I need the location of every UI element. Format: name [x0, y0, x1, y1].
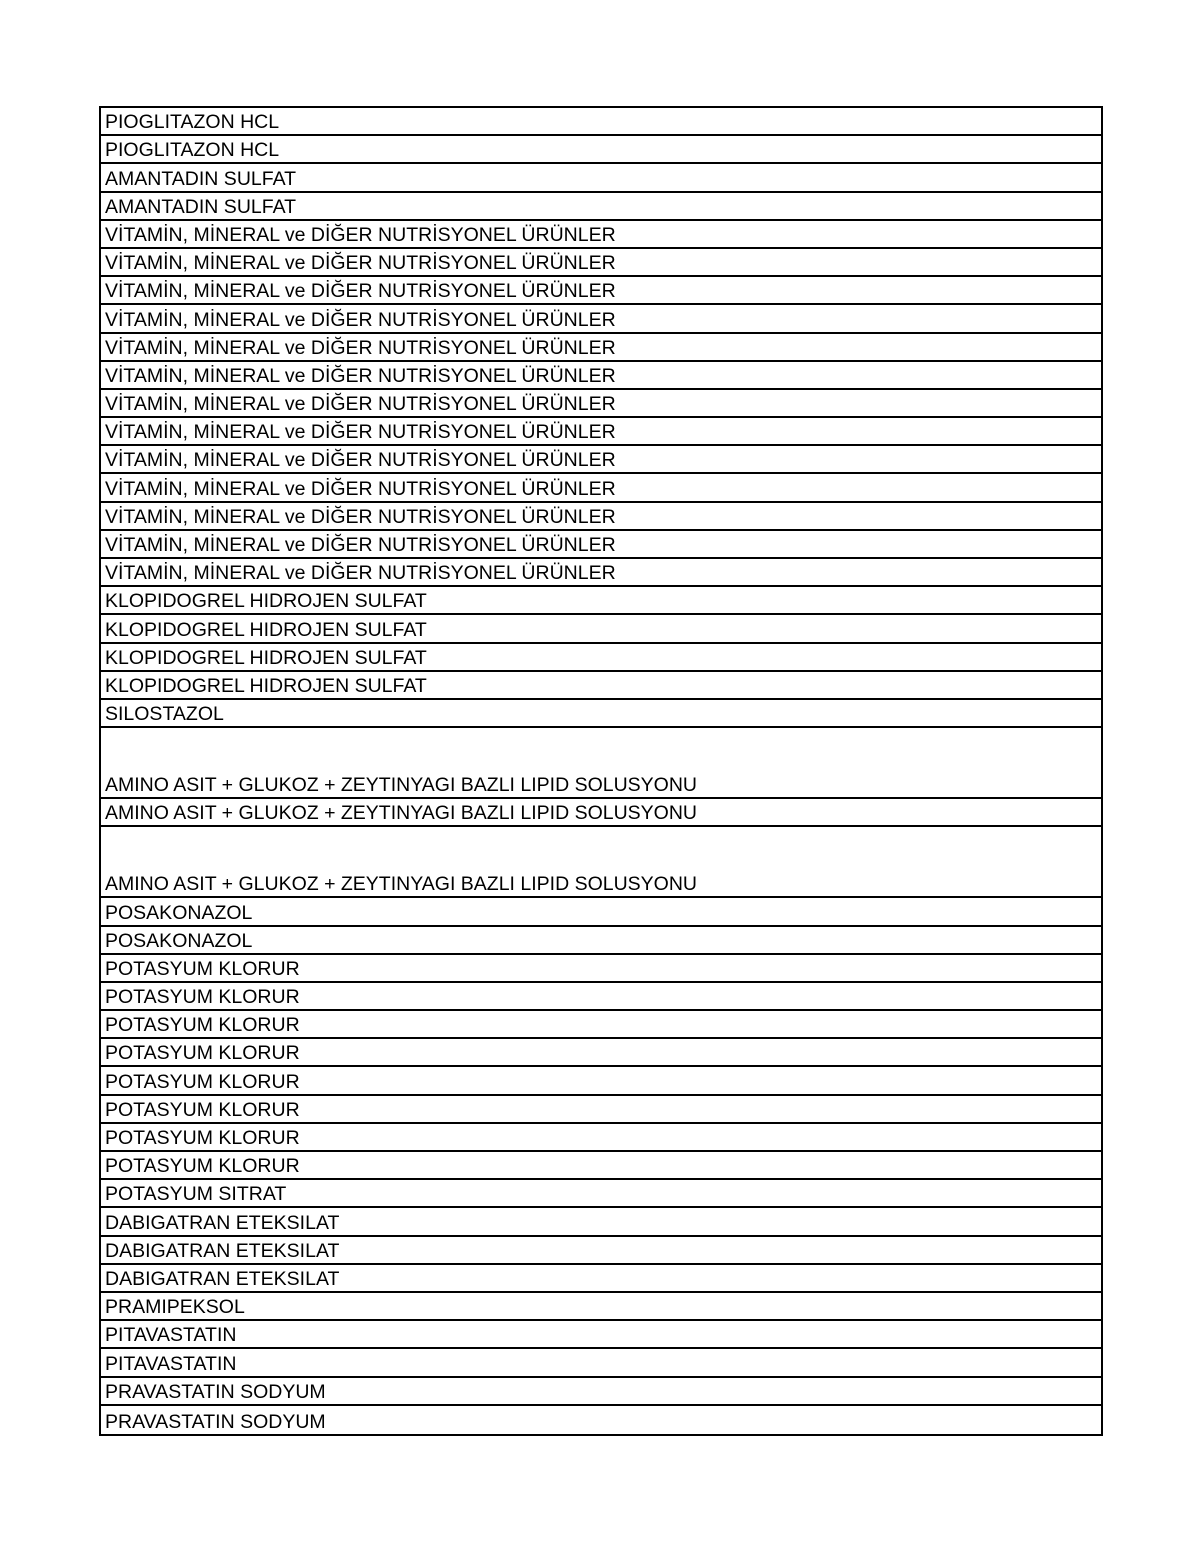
drug-name-cell: POSAKONAZOL: [105, 929, 253, 952]
table-row: [101, 644, 1101, 672]
table-row: [101, 1378, 1101, 1406]
table-row: [101, 136, 1101, 164]
drug-list-table: [99, 106, 1103, 1436]
table-row: [101, 108, 1101, 136]
table-row: [101, 474, 1101, 502]
table-row: [101, 587, 1101, 615]
drug-name-cell: DABIGATRAN ETEKSILAT: [105, 1211, 340, 1234]
drug-name-cell: VİTAMİN, MİNERAL ve DİĞER NUTRİSYONEL ÜRÜNLER: [105, 562, 616, 585]
drug-name-cell: POSAKONAZOL: [105, 901, 253, 924]
drug-name-cell: POTASYUM KLORUR: [105, 1098, 300, 1121]
table-row: [101, 1406, 1101, 1434]
table-row: [101, 1208, 1101, 1236]
table-row: [101, 827, 1101, 898]
table-row: [101, 1321, 1101, 1349]
drug-name-cell: VİTAMİN, MİNERAL ve DİĞER NUTRİSYONEL ÜRÜNLER: [105, 223, 616, 246]
table-row: [101, 728, 1101, 799]
drug-name-cell: VİTAMİN, MİNERAL ve DİĞER NUTRİSYONEL ÜRÜNLER: [105, 534, 616, 556]
table-row: [101, 305, 1101, 333]
drug-name-cell: POTASYUM SITRAT: [105, 1183, 287, 1206]
table-row: [101, 559, 1101, 587]
drug-name-cell: AMANTADIN SULFAT: [105, 195, 297, 218]
table-row: [101, 799, 1101, 827]
table-row: [101, 955, 1101, 983]
drug-name-cell: VİTAMİN, MİNERAL ve DİĞER NUTRİSYONEL ÜRÜNLER: [105, 477, 616, 500]
table-row: [101, 1237, 1101, 1265]
table-row: [101, 1293, 1101, 1321]
table-row: [101, 362, 1101, 390]
drug-name-cell: VİTAMİN, MİNERAL ve DİĞER NUTRİSYONEL ÜRÜNLER: [105, 364, 616, 387]
table-row: [101, 418, 1101, 446]
table-row: [101, 672, 1101, 700]
drug-name-cell: KLOPIDOGREL HIDROJEN SULFAT: [105, 646, 427, 669]
drug-name-cell: POTASYUM KLORUR: [105, 1155, 300, 1178]
table-row: [101, 983, 1101, 1011]
table-row: [101, 1011, 1101, 1039]
table-row: [101, 700, 1101, 728]
table-row: [101, 193, 1101, 221]
table-row: [101, 927, 1101, 955]
table-row: [101, 1039, 1101, 1067]
table-row: [101, 390, 1101, 418]
table-row: [101, 277, 1101, 305]
table-row: [101, 1180, 1101, 1208]
drug-name-cell: AMINO ASIT + GLUKOZ + ZEYTINYAGI BAZLI LIPID SOLUSYONU: [105, 873, 698, 896]
table-row: [101, 1096, 1101, 1124]
drug-name-cell: VİTAMİN, MİNERAL ve DİĞER NUTRİSYONEL ÜRÜNLER: [105, 336, 616, 359]
drug-name-cell: PITAVASTATIN: [105, 1352, 237, 1375]
drug-name-cell: AMINO ASIT + GLUKOZ + ZEYTINYAGI BAZLI LIPID SOLUSYONU: [105, 774, 698, 797]
drug-name-cell: POTASYUM KLORUR: [105, 1042, 300, 1065]
drug-name-cell: VİTAMİN, MİNERAL ve DİĞER NUTRİSYONEL ÜRÜNLER: [105, 421, 616, 444]
table-row: [101, 1067, 1101, 1095]
drug-name-cell: DABIGATRAN ETEKSILAT: [105, 1239, 340, 1262]
drug-name-cell: KLOPIDOGREL HIDROJEN SULFAT: [105, 674, 427, 697]
drug-name-cell: VİTAMİN, MİNERAL ve DİĞER NUTRİSYONEL ÜRÜNLER: [105, 505, 616, 528]
drug-name-cell: PIOGLITAZON HCL: [105, 139, 280, 162]
drug-name-cell: VİTAMİN, MİNERAL ve DİĞER NUTRİSYONEL ÜRÜNLER: [105, 280, 616, 303]
drug-name-cell: KLOPIDOGREL HIDROJEN SULFAT: [105, 590, 427, 613]
drug-name-cell: PIOGLITAZON HCL: [105, 111, 280, 134]
drug-name-cell: POTASYUM KLORUR: [105, 1014, 300, 1037]
drug-name-cell: DABIGATRAN ETEKSILAT: [105, 1267, 340, 1290]
drug-name-cell: KLOPIDOGREL HIDROJEN SULFAT: [105, 618, 427, 641]
drug-name-cell: AMINO ASIT + GLUKOZ + ZEYTINYAGI BAZLI LIPID SOLUSYONU: [105, 802, 698, 825]
table-row: [101, 1124, 1101, 1152]
drug-name-cell: PRAVASTATIN SODYUM: [105, 1410, 326, 1433]
table-row: [101, 446, 1101, 474]
table-row: [101, 615, 1101, 643]
table-row: [101, 249, 1101, 277]
table-row: [101, 531, 1101, 559]
table-row: [101, 221, 1101, 249]
table-row: [101, 1349, 1101, 1377]
table-row: [101, 503, 1101, 531]
drug-name-cell: POTASYUM KLORUR: [105, 1127, 300, 1149]
table-row: [101, 1265, 1101, 1293]
table-row: [101, 164, 1101, 192]
drug-name-cell: POTASYUM KLORUR: [105, 957, 300, 980]
table-row: [101, 334, 1101, 362]
drug-name-cell: VİTAMİN, MİNERAL ve DİĞER NUTRİSYONEL ÜRÜNLER: [105, 393, 616, 416]
drug-name-cell: VİTAMİN, MİNERAL ve DİĞER NUTRİSYONEL ÜRÜNLER: [105, 449, 616, 472]
drug-name-cell: PRAVASTATIN SODYUM: [105, 1380, 326, 1403]
drug-name-cell: POTASYUM KLORUR: [105, 986, 300, 1009]
drug-name-cell: VİTAMİN, MİNERAL ve DİĞER NUTRİSYONEL ÜRÜNLER: [105, 308, 616, 331]
table-row: [101, 898, 1101, 926]
table-row: [101, 1152, 1101, 1180]
drug-name-cell: PRAMIPEKSOL: [105, 1296, 245, 1319]
drug-name-cell: SILOSTAZOL: [105, 703, 224, 726]
drug-name-cell: AMANTADIN SULFAT: [105, 167, 297, 190]
drug-name-cell: VİTAMİN, MİNERAL ve DİĞER NUTRİSYONEL ÜRÜNLER: [105, 252, 616, 275]
drug-name-cell: POTASYUM KLORUR: [105, 1070, 300, 1093]
drug-name-cell: PITAVASTATIN: [105, 1324, 237, 1347]
